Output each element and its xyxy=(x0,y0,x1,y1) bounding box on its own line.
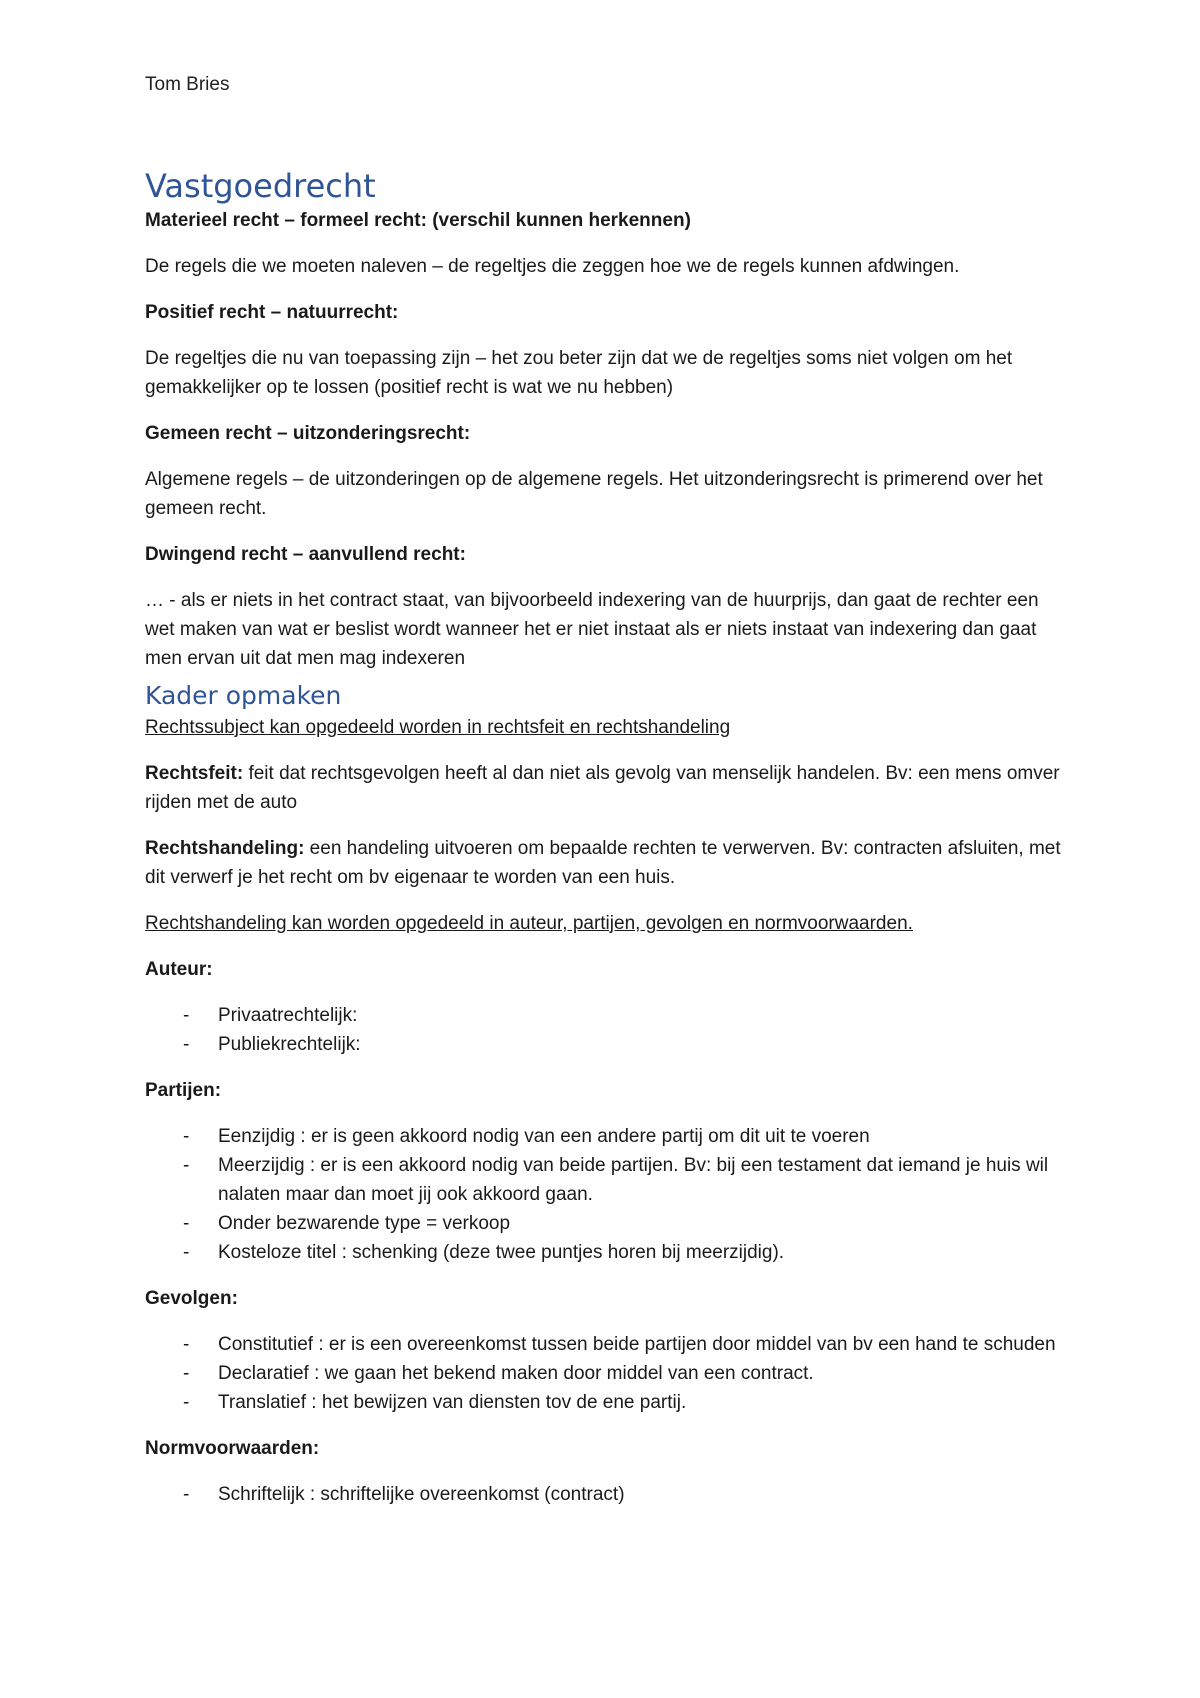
paragraph-materieel-formeel xyxy=(145,206,1065,235)
heading-label: Partijen: xyxy=(145,1080,222,1101)
list-heading-gevolgen xyxy=(145,1284,1065,1313)
list-item: - Translatief : het bewijzen van diensten tov de ene partij. xyxy=(145,1388,1065,1417)
paragraph-positief-natuur xyxy=(145,298,1065,327)
term-heading: Dwingend recht – aanvullend recht: xyxy=(145,544,466,565)
list-item: - Onder bezwarende type = verkoop xyxy=(145,1209,1065,1238)
term-heading: Materieel recht – formeel recht: (verschil kunnen herkennen) xyxy=(145,210,691,231)
term-definition: een handeling uitvoeren om bepaalde rechten te verwerven. Bv: contracten afsluiten, met dit verwerf je het recht om bv eigenaar te worden van een huis. xyxy=(145,838,1061,888)
heading-label: Normvoorwaarden: xyxy=(145,1438,320,1459)
underlined-subheading: Rechtssubject kan opgedeeld worden in rechtsfeit en rechtshandeling xyxy=(145,717,731,738)
paragraph: … - als er niets in het contract staat, van bijvoorbeeld indexering van de huurprijs, dan gaat de rechter een wet maken van wat er beslist wordt wanneer het er niet instaat als er niets instaat van indexering dan gaat men ervan uit dat men mag indexeren xyxy=(145,590,1039,669)
heading-label: Gevolgen: xyxy=(145,1288,238,1309)
normvoorwaarden-list xyxy=(145,1480,1065,1509)
paragraph-gemeen-uitzondering xyxy=(145,419,1065,448)
list-item: - Publiekrechtelijk: xyxy=(145,1030,1065,1059)
header-author: Tom Bries xyxy=(145,74,230,95)
paragraph: De regeltjes die nu van toepassing zijn – het zou beter zijn dat we de regeltjes soms niet volgen om het gemakkelijker op te lossen (positief recht is wat we nu hebben) xyxy=(145,348,1013,398)
underlined-subheading: Rechtshandeling kan worden opgedeeld in auteur, partijen, gevolgen en normvoorwaarden. xyxy=(145,913,913,934)
document-body xyxy=(145,160,1065,1526)
list-item: - Privaatrechtelijk: xyxy=(145,1001,1065,1030)
auteur-list xyxy=(145,1001,1065,1059)
document-title: Vastgoedrecht xyxy=(145,167,376,205)
heading-label: Auteur: xyxy=(145,959,213,980)
paragraph-rechtsfeit xyxy=(145,759,1065,817)
list-item: - Declaratief : we gaan het bekend maken door middel van een contract. xyxy=(145,1359,1065,1388)
paragraph: Algemene regels – de uitzonderingen op de algemene regels. Het uitzonderingsrecht is primerend over het gemeen recht. xyxy=(145,469,1043,519)
term-label: Rechtsfeit: xyxy=(145,763,244,784)
term-heading: Gemeen recht – uitzonderingsrecht: xyxy=(145,423,471,444)
section-heading: Kader opmaken xyxy=(145,681,342,710)
partijen-list xyxy=(145,1122,1065,1267)
list-item: - Eenzijdig : er is geen akkoord nodig van een andere partij om dit uit te voeren xyxy=(145,1122,1065,1151)
list-heading-auteur xyxy=(145,955,1065,984)
list-item: - Meerzijdig : er is een akkoord nodig van beide partijen. Bv: bij een testament dat iemand je huis wil nalaten maar dan moet jij ook akkoord gaan. xyxy=(145,1151,1065,1209)
term-label: Rechtshandeling: xyxy=(145,838,305,859)
list-item: - Constitutief : er is een overeenkomst tussen beide partijen door middel van bv een hand te schuden xyxy=(145,1330,1065,1359)
paragraph-dwingend-aanvullend xyxy=(145,540,1065,569)
list-item: - Schriftelijk : schriftelijke overeenkomst (contract) xyxy=(145,1480,1065,1509)
list-heading-normvoorwaarden xyxy=(145,1434,1065,1463)
term-heading: Positief recht – natuurrecht: xyxy=(145,302,399,323)
paragraph-rechtshandeling xyxy=(145,834,1065,892)
term-definition: feit dat rechtsgevolgen heeft al dan niet als gevolg van menselijk handelen. Bv: een mens omver rijden met de auto xyxy=(145,763,1060,813)
list-item: - Kosteloze titel : schenking (deze twee puntjes horen bij meerzijdig). xyxy=(145,1238,1065,1267)
paragraph: De regels die we moeten naleven – de regeltjes die zeggen hoe we de regels kunnen afdwingen. xyxy=(145,256,960,277)
list-heading-partijen xyxy=(145,1076,1065,1105)
gevolgen-list xyxy=(145,1330,1065,1417)
